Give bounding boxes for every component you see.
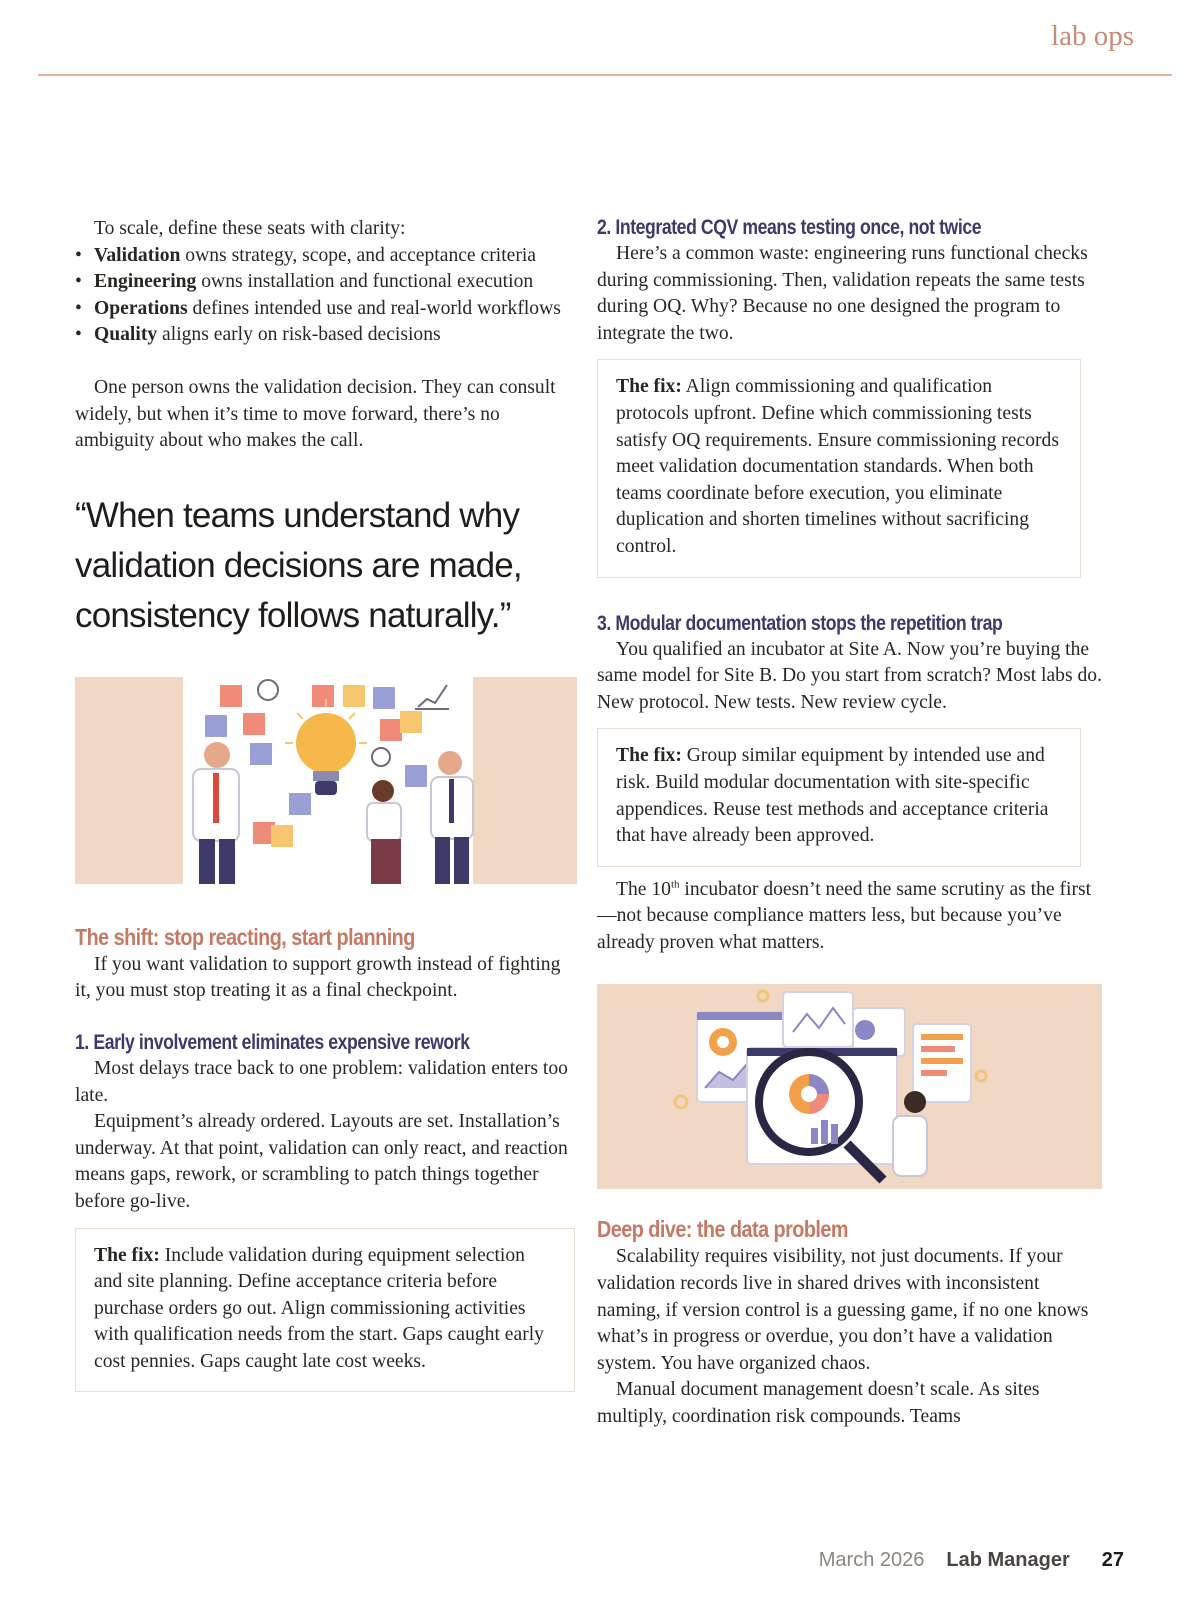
deep-dive-heading: Deep dive: the data problem: [597, 1216, 848, 1243]
item1-heading: 1. Early involvement eliminates expensive rework: [75, 1030, 470, 1054]
fix-text: Include validation during equipment selection and site planning. Define acceptance criteria before purchase orders go out. Align commissioning activities with qualification needs from the start. Gaps caught early cost pennies. Gaps caught late cost weeks.: [94, 1244, 544, 1372]
team-brainstorm-illustration: [75, 677, 577, 884]
shift-heading: The shift: stop reacting, start planning: [75, 923, 415, 950]
right-column: [597, 214, 1102, 1431]
list-item: • Engineering owns installation and functional execution: [75, 269, 577, 296]
seats-list: [75, 243, 577, 349]
deep-dive-paragraph-1: Scalability requires visibility, not just documents. If your validation records live in shared drives with inconsistent naming, if version control is a guessing game, if no one knows what’s in progress or overdue, you don’t have a validation system. You have organized chaos.: [597, 1246, 1089, 1374]
list-item: • Operations defines intended use and real-world workflows: [75, 296, 577, 323]
magazine-name: Lab Manager: [946, 1549, 1070, 1571]
item3-fix-box: [597, 728, 1081, 866]
dashboard-illustration-svg: [597, 984, 1102, 1189]
pull-quote: “When teams understand why validation decisions are made, consistency follows naturally.”: [75, 495, 522, 635]
item3-heading: 3. Modular documentation stops the repetition trap: [597, 611, 1003, 635]
magnifier-dashboard-illustration: [597, 984, 1102, 1189]
left-column: [75, 216, 577, 1392]
page-footer: [819, 1549, 1124, 1572]
seats-intro: To scale, define these seats with clarity:: [94, 218, 406, 239]
header-divider: [38, 74, 1172, 76]
deep-dive-paragraph-2: Manual document management doesn’t scale. As sites multiply, coordination risk compounds. Teams: [597, 1379, 1040, 1428]
issue-date: March 2026: [818, 1549, 925, 1571]
item2-heading: 2. Integrated CQV means testing once, not twice: [597, 216, 982, 239]
item3-paragraph: You qualified an incubator at Site A. Now you’re buying the same model for Site B. Do you start from scratch? Most labs do. New protocol. New tests. New review cycle.: [597, 638, 1102, 713]
item1-fix-box: [75, 1228, 575, 1393]
section-tag: lab ops: [1051, 20, 1134, 52]
fix-text: Group similar equipment by intended use and risk. Build modular documentation with site-specific appendices. Reuse test methods and acceptance criteria that have already been approved.: [616, 745, 1049, 847]
fix-text: Align commissioning and qualification protocols upfront. Define which commissioning tests satisfy OQ requirements. Ensure commissioning records meet validation documentation standards. When both teams coordinate before execution, you eliminate duplication and shorten timelines without sacrificing control.: [616, 376, 1059, 557]
item2-paragraph: Here’s a common waste: engineering runs functional checks during commissioning. Then, validation repeats the same tests during OQ. Why? Because no one designed the program to integrate the two.: [597, 243, 1088, 344]
item1-paragraph-2: Equipment’s already ordered. Layouts are set. Installation’s underway. At that point, validation can only react, and reaction means gaps, rework, or scrambling to patch things together before go-live.: [75, 1111, 568, 1212]
item1-paragraph-1: Most delays trace back to one problem: validation enters too late.: [75, 1057, 568, 1106]
fix-label: The fix:: [94, 1244, 160, 1266]
list-item: • Quality aligns early on risk-based decisions: [75, 322, 577, 349]
fix-label: The fix:: [616, 376, 682, 398]
fix-label: The fix:: [616, 745, 682, 767]
shift-paragraph: If you want validation to support growth instead of fighting it, you must stop treating it as a final checkpoint.: [75, 953, 561, 1002]
team-illustration-svg: [75, 677, 577, 884]
item2-fix-box: [597, 359, 1081, 577]
tenth-incubator-paragraph: The 10th incubator doesn’t need the same scrutiny as the first—not because compliance matters less, but because you’ve already proven what matters.: [597, 878, 1092, 953]
decision-paragraph: One person owns the validation decision. They can consult widely, but when it’s time to move forward, there’s no ambiguity about who makes the call.: [75, 376, 556, 452]
page-number: 27: [1101, 1549, 1124, 1571]
list-item: • Validation owns strategy, scope, and acceptance criteria: [75, 243, 577, 270]
